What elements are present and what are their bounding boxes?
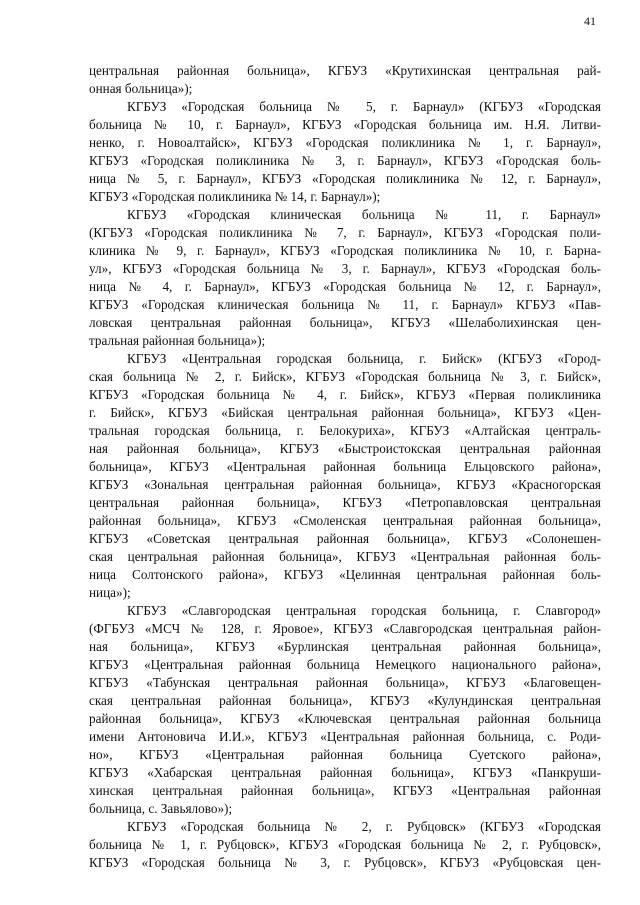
text-line: КГБУЗ «Центральная районная больница Немецкого национального района», — [89, 657, 601, 672]
text-line: ница № 4, г. Барнаул», КГБУЗ «Городская больница № 12, г. Барнаул», — [89, 279, 601, 294]
text-line: имени Антоновича И.И.», КГБУЗ «Центральная районная больница, с. Роди- — [89, 729, 601, 744]
text-line: районная больница», КГБУЗ «Смоленская центральная районная больница», — [89, 513, 601, 528]
text-line: КГБУЗ «Городская поликлиника № 3, г. Барнаул», КГБУЗ «Городская боль- — [89, 153, 601, 168]
text-line: тральная городская больница, г. Белокуриха», КГБУЗ «Алтайская централь- — [89, 423, 601, 438]
text-line: КГБУЗ «Зональная центральная районная больница», КГБУЗ «Красногорская — [89, 477, 601, 492]
text-line: КГБУЗ «Славгородская центральная городская больница, г. Славгород» — [127, 603, 601, 618]
text-line: КГБУЗ «Центральная городская больница, г. Бийск» (КГБУЗ «Город- — [127, 351, 601, 366]
text-line: КГБУЗ «Городская больница № 2, г. Рубцовск» (КГБУЗ «Городская — [127, 819, 601, 834]
text-line: КГБУЗ «Табунская центральная районная больница», КГБУЗ «Благовещен- — [89, 675, 601, 690]
text-line: ница Солтонского района», КГБУЗ «Целинная центральная районная боль- — [89, 567, 601, 582]
text-line: ница»); — [89, 585, 131, 600]
text-line: больница № 1, г. Рубцовск», КГБУЗ «Городская больница № 2, г. Рубцовск», — [89, 837, 601, 852]
document-body — [89, 62, 601, 872]
text-line: клиника № 9, г. Барнаул», КГБУЗ «Городская поликлиника № 10, г. Барна- — [89, 243, 601, 258]
text-line: ная районная больница», КГБУЗ «Быстроистокская центральная районная — [89, 441, 601, 456]
text-line: больница, с. Завьялово»); — [89, 801, 233, 816]
text-line: тральная районная больница»); — [89, 333, 266, 348]
text-line: (ФГБУЗ «МСЧ № 128, г. Яровое», КГБУЗ «Славгородская центральная район- — [89, 621, 601, 636]
text-line: ская центральная районная больница», КГБУЗ «Кулундинская центральная — [89, 693, 601, 708]
text-line: онная больница»); — [89, 81, 193, 96]
text-line: центральная районная больница», КГБУЗ «Крутихинская центральная рай- — [89, 63, 601, 78]
text-line: КГБУЗ «Городская клиническая больница № 11, г. Барнаул» — [127, 207, 601, 222]
text-line: ная больница», КГБУЗ «Бурлинская центральная районная больница», — [89, 639, 601, 654]
text-line: КГБУЗ «Советская центральная районная больница», КГБУЗ «Солонешен- — [89, 531, 601, 546]
text-line: КГБУЗ «Городская клиническая больница № 11, г. Барнаул» КГБУЗ «Пав- — [89, 297, 601, 312]
text-line: КГБУЗ «Городская больница № 3, г. Рубцовск», КГБУЗ «Рубцовская цен- — [89, 855, 601, 870]
text-line: КГБУЗ «Городская поликлиника № 14, г. Барнаул»); — [89, 189, 381, 204]
text-line: больница», КГБУЗ «Центральная районная больница Ельцовского района», — [89, 459, 601, 474]
text-line: больница № 10, г. Барнаул», КГБУЗ «Городская больница им. Н.Я. Литви- — [89, 117, 601, 132]
text-line: КГБУЗ «Городская больница № 5, г. Барнаул» (КГБУЗ «Городская — [127, 99, 601, 114]
text-line: хинская центральная районная больница», КГБУЗ «Центральная районная — [89, 783, 601, 798]
text-line: ненко, г. Новоалтайск», КГБУЗ «Городская поликлиника № 1, г. Барнаул», — [89, 135, 601, 150]
text-line: ская центральная районная больница», КГБУЗ «Центральная районная боль- — [89, 549, 601, 564]
text-line: КГБУЗ «Городская больница № 4, г. Бийск», КГБУЗ «Первая поликлиника — [89, 387, 601, 402]
text-line: г. Бийск», КГБУЗ «Бийская центральная районная больница», КГБУЗ «Цен- — [89, 405, 601, 420]
text-line: КГБУЗ «Хабарская центральная районная больница», КГБУЗ «Панкруши- — [89, 765, 601, 780]
page-number: 41 — [584, 14, 596, 28]
text-line: ская больница № 2, г. Бийск», КГБУЗ «Городская больница № 3, г. Бийск», — [89, 369, 601, 384]
text-line: ловская центральная районная больница», КГБУЗ «Шелаболихинская цен- — [89, 315, 601, 330]
text-line: ул», КГБУЗ «Городская больница № 3, г. Барнаул», КГБУЗ «Городская боль- — [89, 261, 601, 276]
text-line: (КГБУЗ «Городская поликлиника № 7, г. Барнаул», КГБУЗ «Городская поли- — [89, 225, 601, 240]
text-line: ница № 5, г. Барнаул», КГБУЗ «Городская поликлиника № 12, г. Барнаул», — [89, 171, 601, 186]
text-line: но», КГБУЗ «Центральная районная больница Суетского района», — [89, 747, 601, 762]
text-line: районная больница», КГБУЗ «Ключевская центральная районная больница — [89, 711, 601, 726]
text-line: центральная районная больница», КГБУЗ «Петропавловская центральная — [89, 495, 601, 510]
